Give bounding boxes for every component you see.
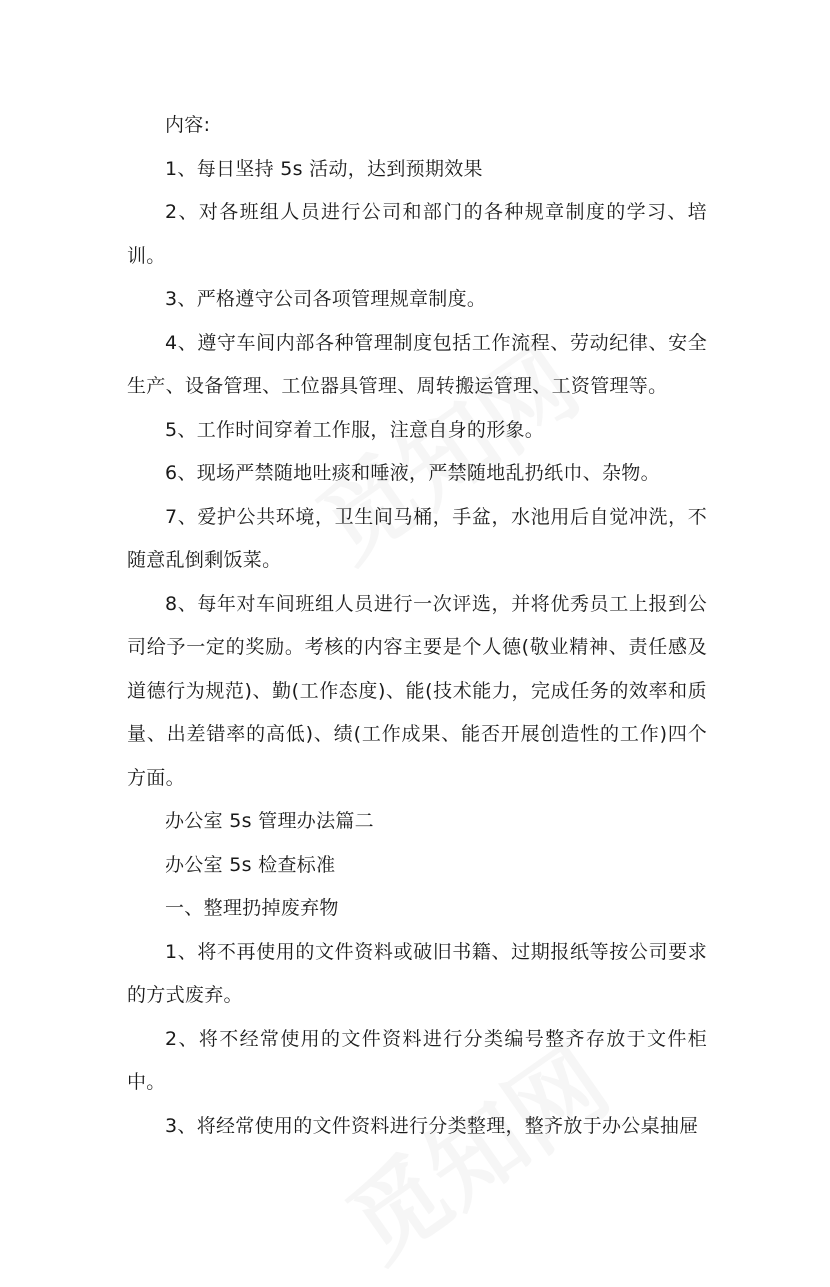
paragraph-content-label: 内容: <box>165 114 211 136</box>
paragraph-item-1: 1、每日坚持 5s 活动，达到预期效果 <box>165 157 483 180</box>
section-heading-1: 一、整理扔掉废弃物 <box>165 897 339 919</box>
section-title: 办公室 5s 管理办法篇二 <box>165 810 374 832</box>
paragraph-item-8: 8、每年对车间班组人员进行一次评选，并将优秀员工上报到公司给予一定的奖励。考核的内容主要是个人德(敬业精神、责任感及道德行为规范)、勤(工作态度)、能(技术能力，完成任务的效率和质量、出差错率的高低)、绩(工作成果、能否开展创造性的工作)四个方面。 <box>127 592 707 789</box>
section-subtitle: 办公室 5s 检查标准 <box>165 853 336 876</box>
paragraph-item-7: 7、爱护公共环境，卫生间马桶，手盆，水池用后自觉冲洗，不随意乱倒剩饭菜。 <box>127 505 707 571</box>
document-body <box>127 104 707 1148</box>
standard-item-2: 2、将不经常使用的文件资料进行分类编号整齐存放于文件柜中。 <box>127 1027 707 1093</box>
paragraph-item-2: 2、对各班组人员进行公司和部门的各种规章制度的学习、培训。 <box>127 201 707 267</box>
paragraph-item-5: 5、工作时间穿着工作服，注意自身的形象。 <box>165 418 545 441</box>
standard-item-1: 1、将不再使用的文件资料或破旧书籍、过期报纸等按公司要求的方式废弃。 <box>127 940 707 1006</box>
paragraph-item-4: 4、遵守车间内部各种管理制度包括工作流程、劳动纪律、安全生产、设备管理、工位器具管理、周转搬运管理、工资管理等。 <box>127 331 707 397</box>
standard-item-3: 3、将经常使用的文件资料进行分类整理，整齐放于办公桌抽屉 <box>165 1114 699 1137</box>
paragraph-item-6: 6、现场严禁随地吐痰和唾液，严禁随地乱扔纸巾、杂物。 <box>165 462 660 484</box>
paragraph-item-3: 3、严格遵守公司各项管理规章制度。 <box>165 288 487 310</box>
